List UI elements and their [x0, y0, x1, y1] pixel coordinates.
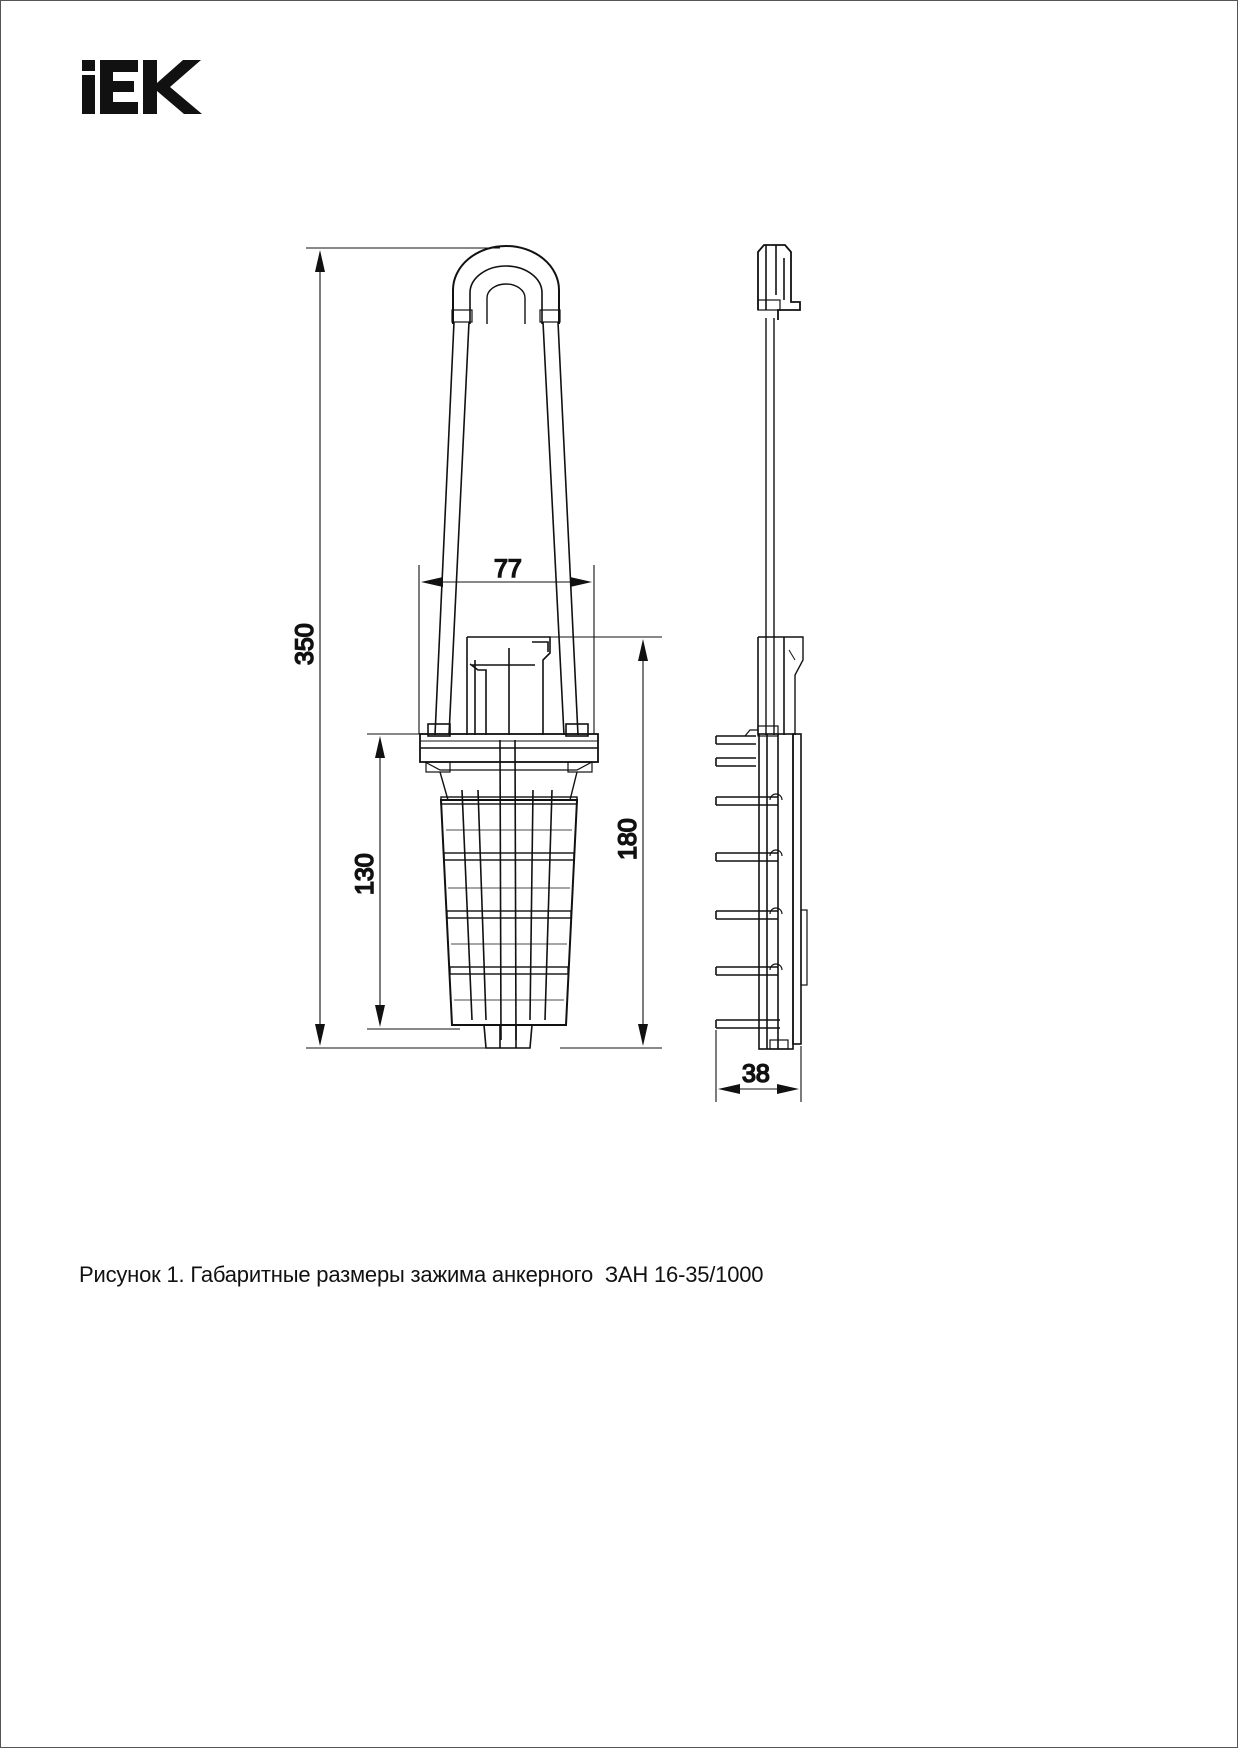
dim-label-38: 38: [742, 1060, 770, 1088]
dim-label-130: 130: [351, 853, 379, 895]
dim-label-180: 180: [614, 818, 642, 860]
dim-label-350: 350: [291, 623, 319, 665]
figure-caption: Рисунок 1. Габаритные размеры зажима анкерного ЗАН 16-35/1000: [79, 1262, 764, 1287]
front-view: [420, 246, 598, 1048]
dim-label-77: 77: [494, 555, 522, 583]
side-view: [716, 245, 807, 1049]
